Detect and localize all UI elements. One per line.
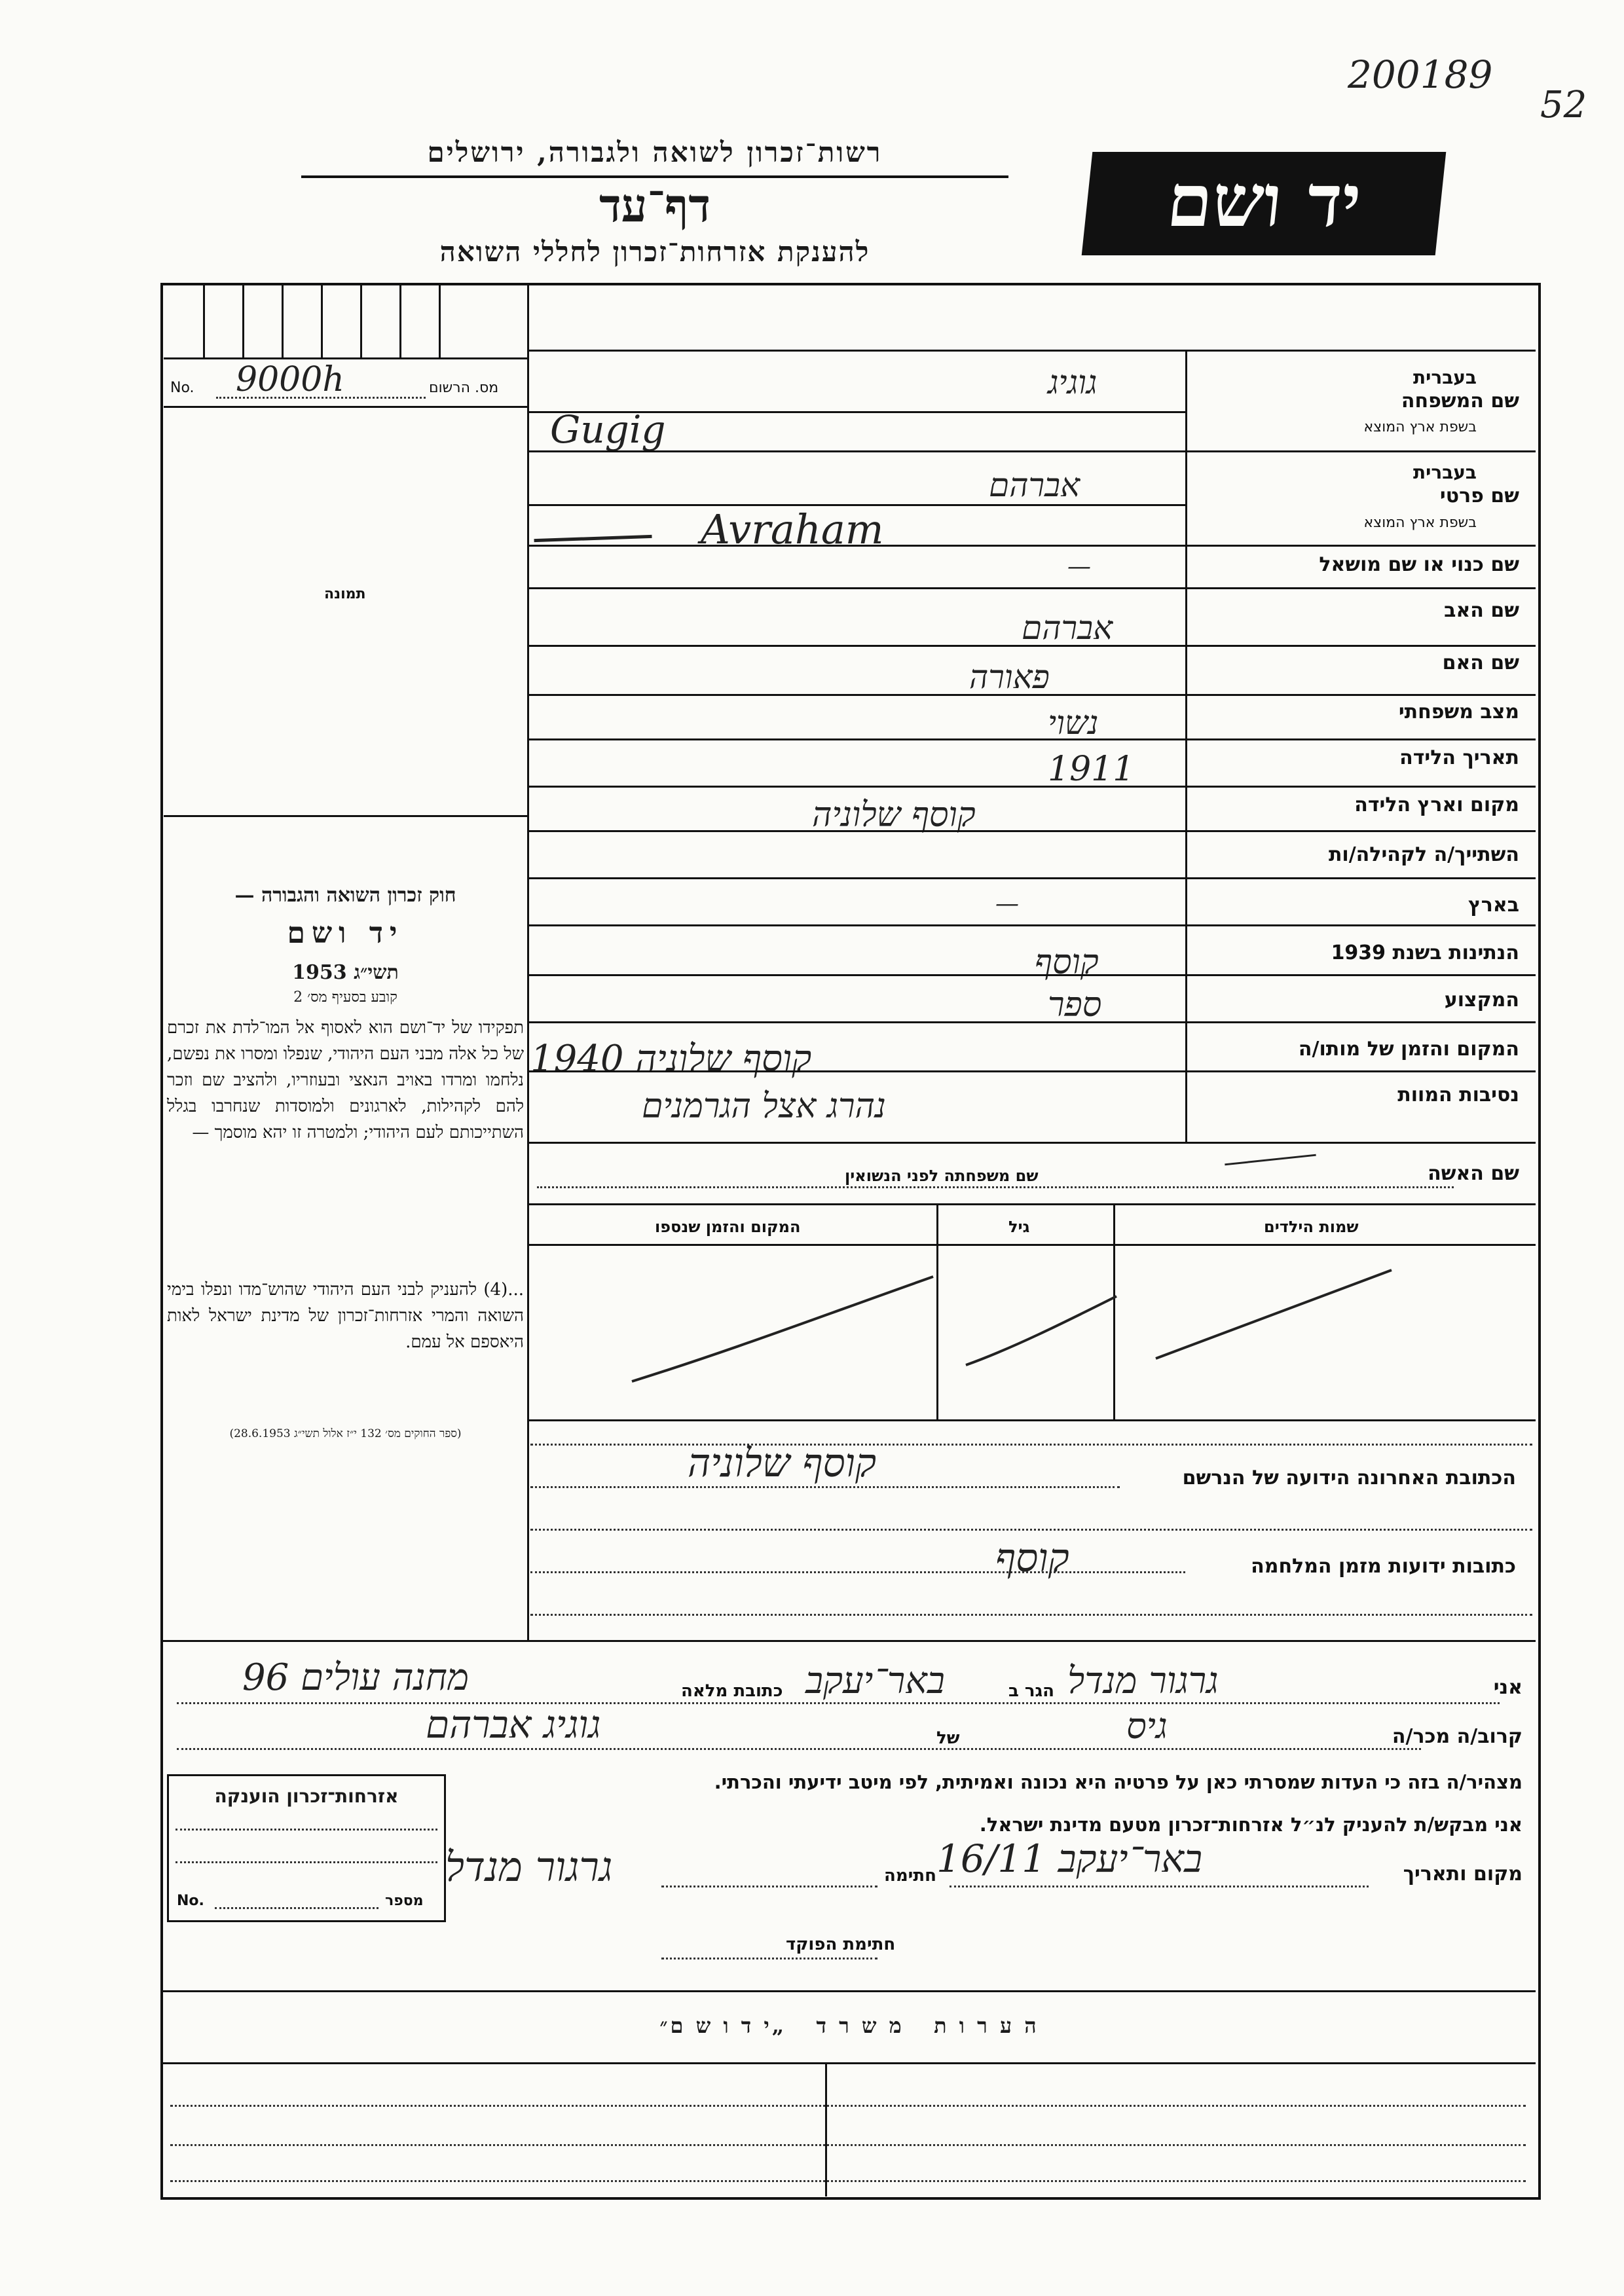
row-line-mother xyxy=(527,694,1536,696)
citizenship-box xyxy=(167,1774,446,1922)
row-line-death xyxy=(527,1070,1536,1072)
strike-place xyxy=(632,1277,933,1381)
declarant-city: באר־יעקב xyxy=(805,1660,945,1702)
address-dotted-5 xyxy=(530,1614,1532,1616)
row-line-birth-date xyxy=(527,786,1536,788)
declarant-address: מחנה עולים 96 xyxy=(242,1656,470,1699)
place-date-value: באר־יעקב 16/11 xyxy=(936,1836,1203,1881)
archive-stamp-number: 200189 xyxy=(1348,52,1493,97)
family-name-bottom-line xyxy=(527,450,1536,452)
notes-dotted-3 xyxy=(170,2180,1526,2182)
declarant-name: גרגור מנדל xyxy=(1067,1660,1219,1702)
occupation-label: המקצוע xyxy=(1444,989,1519,1011)
father-value: אברהם xyxy=(1022,609,1113,647)
notes-header-line xyxy=(163,2062,1536,2064)
country-label: בארץ xyxy=(1467,894,1519,917)
row-line-birth-place xyxy=(527,830,1536,832)
wife-bottom-line xyxy=(527,1203,1536,1205)
row-line-father xyxy=(527,645,1536,647)
circumstances-value: נהרג אצל הגרמנים xyxy=(642,1087,886,1126)
children-crossed-out xyxy=(527,1244,1536,1421)
family-name-label: שם המשפחה xyxy=(1401,390,1519,412)
office-notes-title: ה ע ר ו ת מ ש ר ד „י ד ו ש ם״ xyxy=(659,2013,1039,2038)
mother-value: פאורה xyxy=(969,658,1050,696)
form-subtitle: להענקת אזרחות־זכרון לחללי השואה xyxy=(439,236,870,268)
wartime-address-label: כתובות ידועות מזמן המלחמה xyxy=(1251,1555,1516,1578)
family-name-hebrew-label: בעברית xyxy=(1412,367,1477,388)
birth-date-label: תאריך הלידה xyxy=(1399,746,1519,769)
place-date-label: מקום ותאריך xyxy=(1403,1863,1522,1886)
law-year: תשי״ג 1953 xyxy=(292,961,399,984)
first-name-bottom-line xyxy=(527,545,1536,547)
law-paragraph-1: תפקידו של יד־ושם הוא לאסוף אל המו־לדת את זכרם של כל אלה מבני העם היהודי, שנפלו ומסרו את נפשם, נלחמו ומרדו באויב הנאצי ובעוזריו, ולהציב שם וזכר להם לקהילות, לארגונים ולמוסדות שנחרבו בגלל השתייכותם לעם היהודי; ולמטרה זו יהא מוסמך — xyxy=(167,1018,524,1142)
birth-date-value: 1911 xyxy=(1048,750,1135,789)
row-line-community xyxy=(527,877,1536,879)
signature-dotted xyxy=(661,1886,877,1887)
law-name: יד ושם xyxy=(287,917,404,950)
registration-value: 9000h xyxy=(236,360,344,399)
birth-place-label: מקום וארץ הלידה xyxy=(1354,793,1519,816)
address-dotted-4 xyxy=(530,1571,1185,1573)
registration-top-line xyxy=(164,357,527,359)
family-name-hebrew-value: גוגיג xyxy=(1048,363,1098,401)
law-clause: קובע בסעיף מס׳ 2 xyxy=(293,989,397,1006)
law-citation: (ספר החוקים מס׳ 132 י״ז אלול תשי״ג 28.6.1953) xyxy=(229,1427,462,1440)
photo-bottom-line xyxy=(164,815,527,817)
address-dotted-3 xyxy=(530,1529,1532,1531)
row-line-circumstances xyxy=(527,1142,1536,1144)
registration-label: מס. הרשום xyxy=(429,380,499,396)
death-value: קוסף שלוניה 1940 xyxy=(530,1038,812,1080)
residence-1939-label: הנתינות בשנת 1939 xyxy=(1331,941,1519,964)
notes-top-line xyxy=(163,1990,1536,1992)
father-label: שם האב xyxy=(1444,599,1519,622)
signature-label: חתימה xyxy=(884,1866,936,1886)
occupation-value: ספר xyxy=(1048,985,1102,1025)
row-line-country xyxy=(527,924,1536,926)
divider-left-column xyxy=(527,285,529,1641)
citizenship-number-label: מספר xyxy=(385,1893,424,1909)
last-address-value: קוסף שלוניה xyxy=(688,1440,877,1486)
institution-line: רשות־זכרון לשואה ולגבורה, ירושלים xyxy=(427,136,883,168)
header xyxy=(262,124,1048,275)
citizenship-box-title: אזרחות־זכרון הוענקה xyxy=(214,1785,399,1807)
form-title: דף־עד xyxy=(599,178,710,232)
first-name-native-label: בשפת ארץ המוצא xyxy=(1363,515,1477,531)
officer-dotted xyxy=(661,1958,877,1959)
request-text: אני מבקש/ת להעניק לנ״ל אזרחות־זכרון מטעם מדינת ישראל. xyxy=(979,1813,1522,1836)
strike-names xyxy=(1156,1270,1392,1358)
top-band-line xyxy=(527,350,1536,352)
nickname-value: — xyxy=(1067,553,1091,580)
photo-label: תמונה xyxy=(324,586,366,602)
declarant-line-1 xyxy=(177,1702,1500,1704)
citizenship-no-label: No. xyxy=(177,1893,204,1909)
place-date-dotted xyxy=(950,1886,1369,1887)
marital-label: מצב משפחתי xyxy=(1398,701,1519,723)
law-heading: חוק זכרון השואה והגבורה — xyxy=(234,884,456,907)
wife-maiden-label: שם משפחתה לפני הנשואין xyxy=(845,1167,1039,1185)
addresses-bottom-line xyxy=(163,1640,1536,1642)
registration-no-label: No. xyxy=(170,380,194,396)
wife-dotted xyxy=(537,1186,1454,1188)
relation-label: קרוב/ה מכר/ה xyxy=(1392,1725,1522,1748)
children-header-age: גיל xyxy=(1008,1218,1030,1236)
address-dotted-1 xyxy=(530,1444,1532,1446)
yad-vashem-logo: יד ושם xyxy=(1082,152,1447,255)
first-name-native-value: Avraham xyxy=(701,505,884,553)
declarant-address-label: כתובת מלאה xyxy=(681,1681,783,1701)
of-value: גוגיג אברהם xyxy=(426,1702,601,1747)
nickname-label: שם כנוי או שם מושאל xyxy=(1319,553,1519,576)
row-line-nickname xyxy=(527,587,1536,589)
community-label: השתייך/ה לקהילה/ות xyxy=(1328,843,1519,866)
of-label: של xyxy=(936,1728,960,1748)
wartime-address-value: קוסף xyxy=(995,1535,1069,1581)
notes-dotted-1 xyxy=(170,2105,1526,2107)
wife-label: שם האשה xyxy=(1428,1162,1519,1185)
row-line-occupation xyxy=(527,1021,1536,1023)
mother-label: שם האם xyxy=(1442,651,1519,674)
statement-text: מצהיר/ה בזה כי העדות שמסרתי כאן על פרטיה היא נכונה ואמיתית, לפי מיטב ידיעתי והכרתי. xyxy=(714,1771,1522,1793)
signature-value: גרגור מנדל xyxy=(445,1843,613,1891)
declarant-resides-label: הגר ב xyxy=(1008,1681,1055,1701)
children-header-place: המקום והזמן שנספו xyxy=(655,1218,801,1236)
relation-value: גיס xyxy=(1126,1705,1168,1747)
circumstances-label: נסיבות המוות xyxy=(1397,1084,1519,1106)
last-address-label: הכתובת האחרונה הידועה של הנרשם xyxy=(1182,1467,1516,1489)
address-dotted-2 xyxy=(530,1486,1120,1488)
family-name-native-label: בשפת ארץ המוצא xyxy=(1363,419,1477,435)
notes-divider xyxy=(825,2062,827,2196)
death-label: המקום והזמן של מותו/ה xyxy=(1298,1038,1519,1061)
declarant-line-2 xyxy=(177,1748,1421,1750)
first-name-label: שם פרטי xyxy=(1439,484,1519,507)
registration-bottom-line xyxy=(164,406,527,408)
children-header-names: שמות הילדים xyxy=(1264,1218,1359,1236)
notes-dotted-2 xyxy=(170,2144,1526,2146)
declarant-prefix: אני xyxy=(1493,1676,1522,1699)
first-name-crossed-out xyxy=(533,515,652,542)
row-line-residence xyxy=(527,974,1536,976)
residence-1939-value: קוסף xyxy=(1035,943,1099,982)
children-bottom-line xyxy=(527,1419,1536,1421)
office-boxes xyxy=(164,285,527,357)
page-number: 52 xyxy=(1540,84,1587,126)
first-name-hebrew-value: אברהם xyxy=(989,466,1080,504)
first-name-hebrew-label: בעברית xyxy=(1412,462,1477,483)
marital-value: נשוי xyxy=(1048,704,1099,742)
birth-place-value: קוסף שלוניה xyxy=(812,795,976,835)
officer-label: חתימת הפוקד xyxy=(786,1935,896,1954)
row-line-marital xyxy=(527,738,1536,740)
family-name-native-value: Gugig xyxy=(550,407,666,452)
country-value: — xyxy=(995,890,1019,917)
law-paragraph-2: ...(4) להעניק לבני העם היהודי שהוש־מדו ונפלו בימי השואה והמרי אזרחות־זכרון של מדינת ישראל לאות היאספם אל עמם. xyxy=(167,1280,524,1352)
strike-age xyxy=(966,1296,1116,1365)
